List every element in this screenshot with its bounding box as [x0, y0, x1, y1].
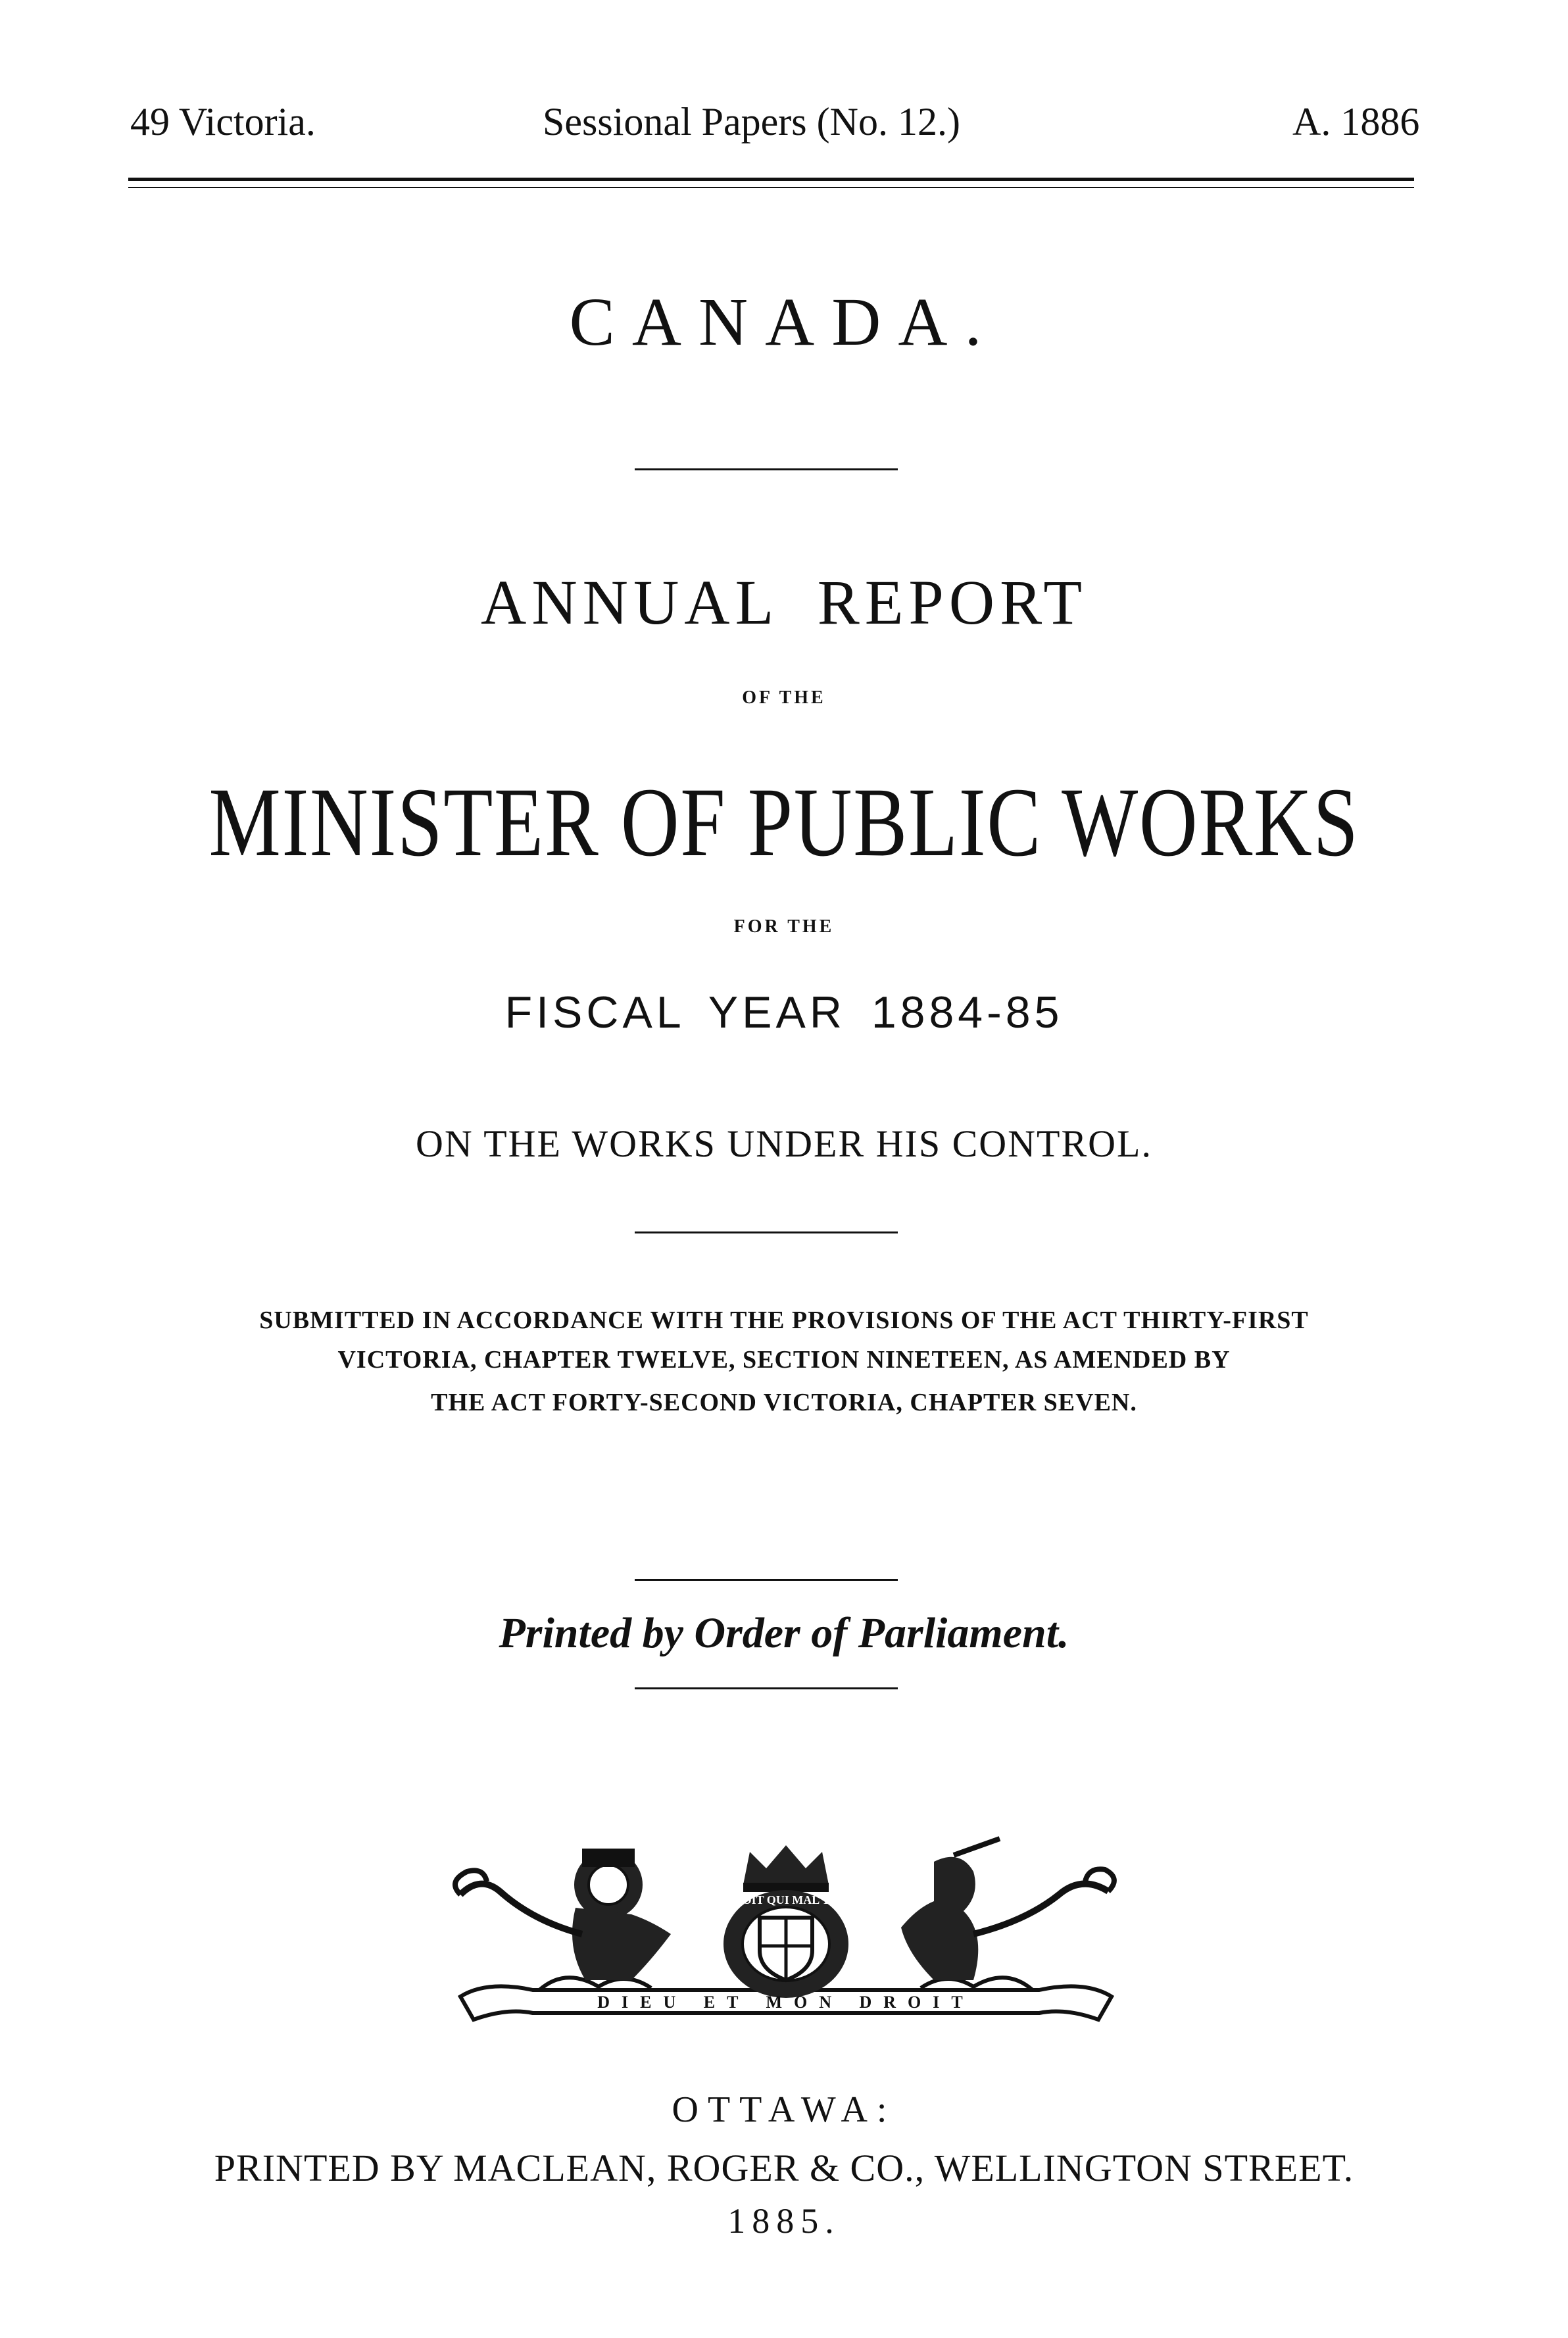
minister-title: MINISTER OF PUBLIC WORKS	[208, 768, 1360, 877]
crown-icon	[743, 1845, 829, 1892]
header-sessional-papers: Sessional Papers (No. 12.)	[543, 100, 960, 143]
header-rule-bottom	[128, 187, 1414, 188]
header-year: A. 1886	[1292, 100, 1420, 143]
imprint-printer: PRINTED BY MACLEAN, ROGER & CO., WELLINGTON STREET.	[214, 2147, 1354, 2189]
submission-line-1: SUBMITTED IN ACCORDANCE WITH THE PROVISIONS OF THE ACT THIRTY-FIRST	[259, 1306, 1309, 1334]
divider-1	[635, 468, 898, 470]
report-subject: ON THE WORKS UNDER HIS CONTROL.	[416, 1122, 1152, 1165]
for-the-label: FOR THE	[733, 916, 835, 937]
crest-motto: DIEU ET MON DROIT	[597, 1993, 975, 2012]
submission-line-3: THE ACT FORTY-SECOND VICTORIA, CHAPTER SEVEN.	[431, 1389, 1137, 1416]
royal-coat-of-arms-icon	[434, 1835, 1138, 2033]
submission-line-2: VICTORIA, CHAPTER TWELVE, SECTION NINETEEN, AS AMENDED BY	[337, 1346, 1231, 1374]
imprint-year: 1885.	[727, 2201, 841, 2241]
unicorn-icon	[901, 1839, 1114, 1980]
header-rule-top	[128, 178, 1414, 181]
country-title: CANADA.	[569, 284, 999, 360]
divider-4	[635, 1687, 898, 1689]
report-title: ANNUAL REPORT	[480, 567, 1087, 637]
fiscal-year: FISCAL YEAR 1884-85	[504, 987, 1064, 1037]
imprint-place: OTTAWA:	[672, 2089, 896, 2130]
divider-3	[635, 1579, 898, 1581]
divider-2	[635, 1231, 898, 1233]
printed-by-order: Printed by Order of Parliament.	[499, 1609, 1069, 1657]
lion-icon	[455, 1849, 671, 1980]
header-volume: 49 Victoria.	[130, 100, 316, 143]
of-the-label: OF THE	[742, 687, 826, 708]
garter-motto: HONI SOIT QUI MAL Y PENSE	[701, 1893, 871, 1906]
